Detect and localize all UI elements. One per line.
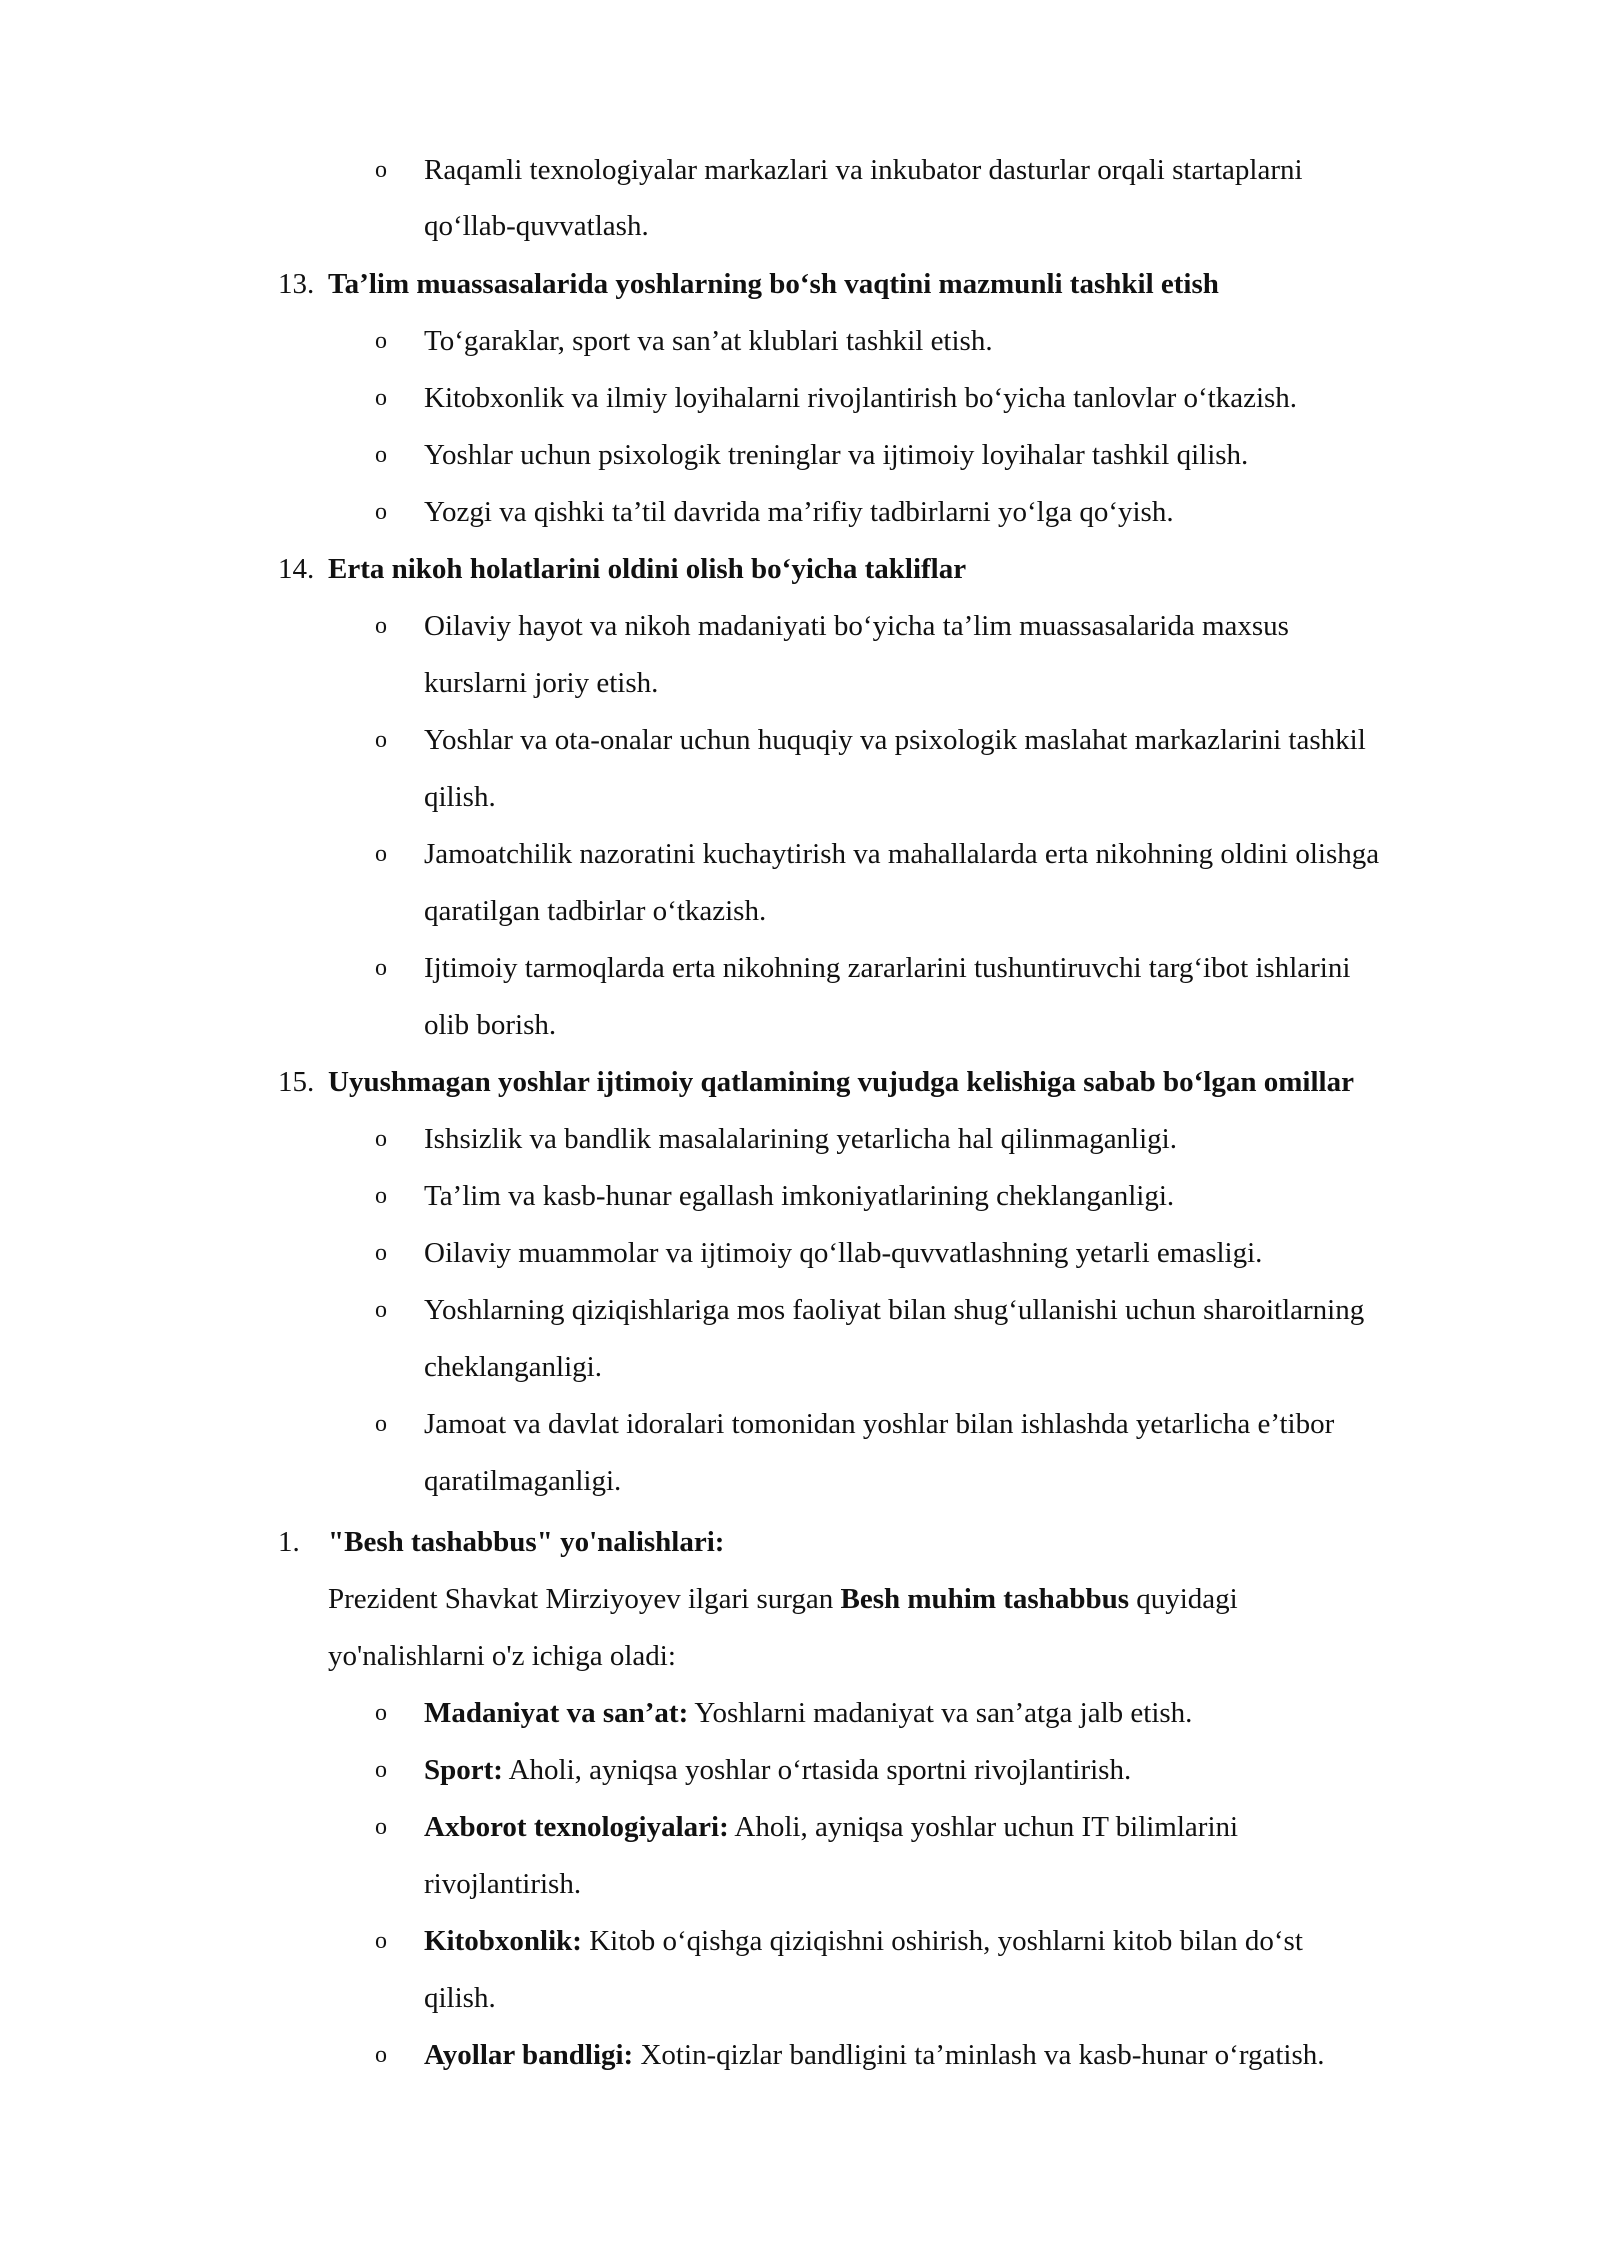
bullet-marker: o — [375, 841, 387, 867]
list-item: Jamoatchilik nazoratini kuchaytirish va mahallalarda erta nikohning oldini olishga — [424, 838, 1380, 870]
bullet-marker: o — [375, 1814, 387, 1840]
list-item-continuation: qilish. — [424, 781, 496, 813]
bullet-marker: o — [375, 499, 387, 525]
list-item-continuation: qo‘llab-quvvatlash. — [424, 210, 649, 242]
list-item-body: Yoshlarni madaniyat va san’atga jalb etish. — [688, 1697, 1193, 1729]
list-item-label: Axborot texnologiyalari: — [424, 1811, 729, 1843]
bullet-marker: o — [375, 1928, 387, 1954]
list-item: Yoshlar va ota-onalar uchun huquqiy va psixologik maslahat markazlarini tashkil — [424, 724, 1366, 756]
list-item-continuation: kurslarni joriy etish. — [424, 667, 659, 699]
section-heading: Ta’lim muassasalarida yoshlarning bo‘sh vaqtini mazmunli tashkil etish — [328, 268, 1219, 300]
list-item: Ishsizlik va bandlik masalalarining yetarlicha hal qilinmaganligi. — [424, 1123, 1177, 1155]
bullet-marker: o — [375, 1126, 387, 1152]
list-item-body: Aholi, ayniqsa yoshlar uchun IT bilimlarini — [728, 1811, 1239, 1843]
list-item: Oilaviy muammolar va ijtimoiy qo‘llab-quvvatlashning yetarli emasligi. — [424, 1237, 1263, 1269]
bullet-marker: o — [375, 1240, 387, 1266]
list-item-continuation: cheklanganligi. — [424, 1351, 602, 1383]
list-item: Ijtimoiy tarmoqlarda erta nikohning zararlarini tushuntiruvchi targ‘ibot ishlarini — [424, 952, 1351, 984]
intro-paragraph-bold: Besh muhim tashabbus — [840, 1583, 1129, 1615]
bullet-marker: o — [375, 727, 387, 753]
list-item: Yozgi va qishki ta’til davrida ma’rifiy tadbirlarni yo‘lga qo‘yish. — [424, 496, 1174, 528]
bullet-marker: o — [375, 1297, 387, 1323]
list-item-label: Sport: — [424, 1754, 503, 1786]
list-item-continuation: rivojlantirish. — [424, 1868, 582, 1900]
list-item — [424, 2037, 1325, 2073]
bullet-marker: o — [375, 385, 387, 411]
section-number: 15. — [278, 1066, 315, 1098]
bullet-marker: o — [375, 955, 387, 981]
list-item-label: Ayollar bandligi: — [424, 2039, 634, 2071]
bullet-marker: o — [375, 1183, 387, 1209]
list-item-body: Aholi, ayniqsa yoshlar o‘rtasida sportni rivojlantirish. — [502, 1754, 1132, 1786]
list-item-continuation: qaratilmaganligi. — [424, 1465, 622, 1497]
list-item-body: Xotin-qizlar bandligini ta’minlash va kasb-hunar o‘rgatish. — [633, 2039, 1325, 2071]
list-item-continuation: olib borish. — [424, 1009, 557, 1041]
intro-paragraph-start: Prezident Shavkat Mirziyoyev ilgari surgan — [328, 1583, 841, 1615]
section-heading: Uyushmagan yoshlar ijtimoiy qatlamining vujudga kelishiga sabab bo‘lgan omillar — [328, 1066, 1354, 1098]
list-item — [424, 1809, 1238, 1845]
bullet-marker: o — [375, 1700, 387, 1726]
intro-paragraph — [328, 1581, 1238, 1617]
section-number: 1. — [278, 1526, 300, 1558]
list-item: Kitobxonlik va ilmiy loyihalarni rivojlantirish bo‘yicha tanlovlar o‘tkazish. — [424, 382, 1298, 414]
section-heading: Erta nikoh holatlarini oldini olish bo‘yicha takliflar — [328, 553, 967, 585]
list-item: Ta’lim va kasb-hunar egallash imkoniyatlarining cheklanganligi. — [424, 1180, 1175, 1212]
list-item-continuation: qilish. — [424, 1982, 496, 2014]
list-item: Oilaviy hayot va nikoh madaniyati bo‘yicha ta’lim muassasalarida maxsus — [424, 610, 1289, 642]
list-item: Yoshlar uchun psixologik treninglar va ijtimoiy loyihalar tashkil qilish. — [424, 439, 1249, 471]
section-heading: "Besh tashabbus" yo'nalishlari: — [328, 1526, 725, 1558]
bullet-marker: o — [375, 613, 387, 639]
bullet-marker: o — [375, 1411, 387, 1437]
section-number: 13. — [278, 268, 315, 300]
list-item-body: Kitob o‘qishga qiziqishni oshirish, yoshlarni kitob bilan do‘st — [581, 1925, 1303, 1957]
list-item — [424, 1923, 1303, 1959]
list-item: Jamoat va davlat idoralari tomonidan yoshlar bilan ishlashda yetarlicha e’tibor — [424, 1408, 1335, 1440]
bullet-marker: o — [375, 1757, 387, 1783]
intro-paragraph-end: quyidagi — [1128, 1583, 1238, 1615]
list-item-label: Kitobxonlik: — [424, 1925, 582, 1957]
list-item: Raqamli texnologiyalar markazlari va inkubator dasturlar orqali startaplarni — [424, 154, 1303, 186]
list-item: To‘garaklar, sport va san’at klublari tashkil etish. — [424, 325, 993, 357]
list-item — [424, 1752, 1131, 1788]
bullet-marker: o — [375, 328, 387, 354]
list-item-continuation: qaratilgan tadbirlar o‘tkazish. — [424, 895, 767, 927]
list-item: Yoshlarning qiziqishlariga mos faoliyat bilan shug‘ullanishi uchun sharoitlarning — [424, 1294, 1365, 1326]
section-number: 14. — [278, 553, 315, 585]
list-item-label: Madaniyat va san’at: — [424, 1697, 689, 1729]
intro-paragraph-line2: yo'nalishlarni o'z ichiga oladi: — [328, 1640, 676, 1672]
bullet-marker: o — [375, 157, 387, 183]
list-item — [424, 1695, 1192, 1731]
bullet-marker: o — [375, 2042, 387, 2068]
bullet-marker: o — [375, 442, 387, 468]
